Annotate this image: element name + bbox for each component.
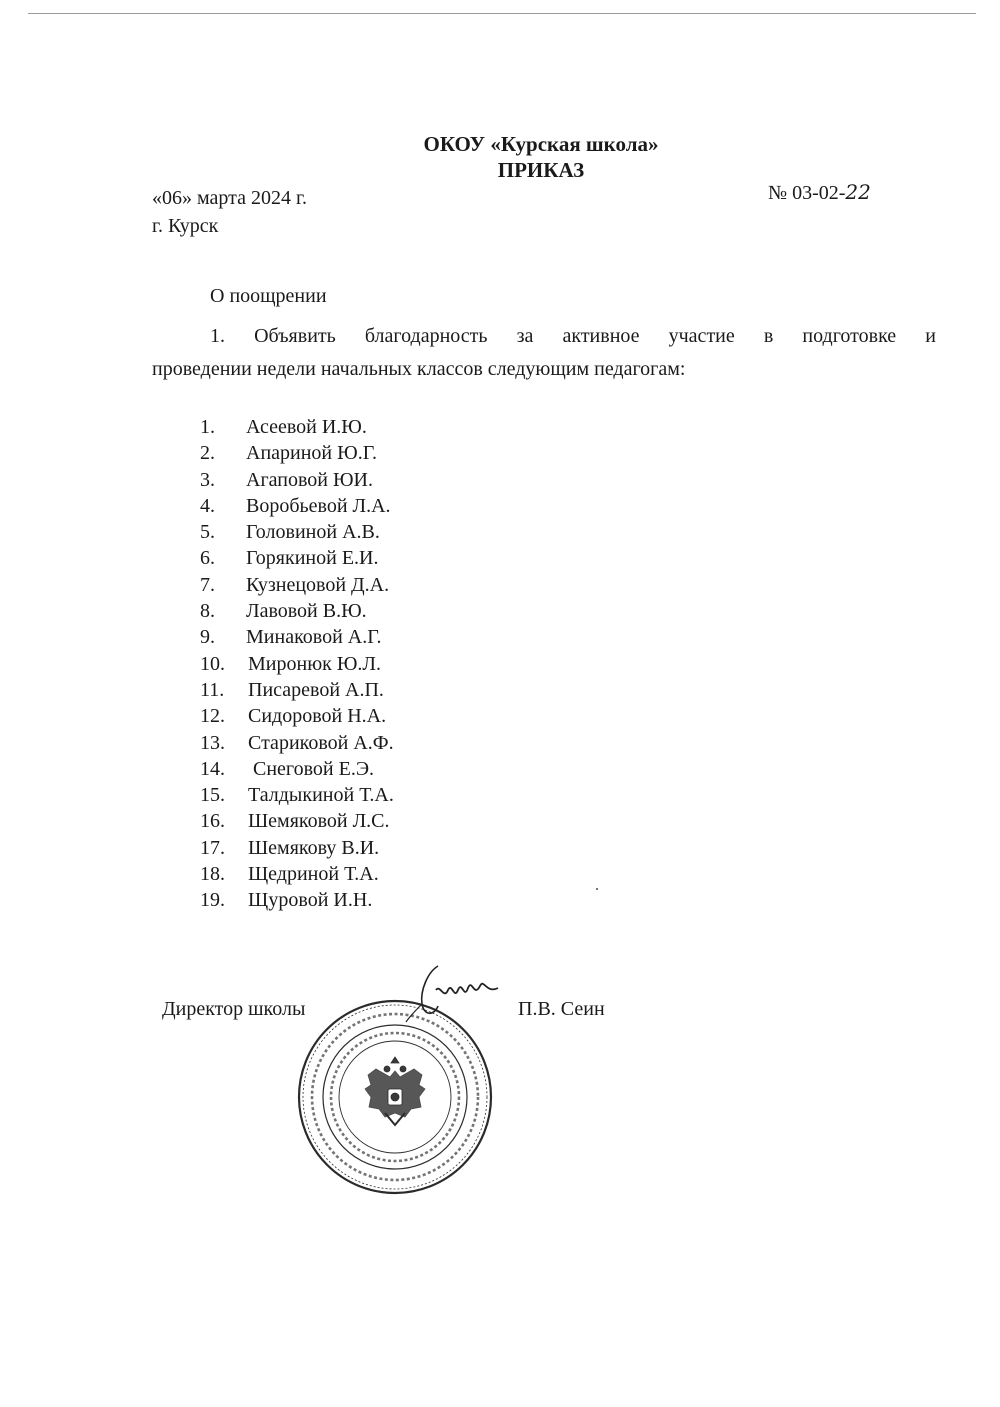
teacher-number: 18. (200, 863, 225, 886)
teacher-number: 11. (200, 678, 225, 701)
teacher-name: Писаревой А.П. (248, 678, 384, 701)
paragraph-1-line-2: проведении недели начальных классов следующим педагогам: (152, 358, 686, 380)
director-name: П.В. Сеин (518, 998, 605, 1020)
teacher-list (200, 414, 394, 914)
teacher-name: Асеевой И.Ю. (246, 416, 367, 438)
teacher-number: 10. (200, 652, 225, 675)
teacher-list-item (200, 677, 394, 703)
teacher-name: Щуровой И.Н. (248, 889, 373, 912)
teacher-list-item (200, 861, 394, 887)
teacher-name: Миронюк Ю.Л. (248, 652, 381, 675)
teacher-list-item (200, 730, 394, 756)
teacher-number: 14. (200, 757, 225, 780)
teacher-name: Талдыкиной Т.А. (248, 784, 394, 807)
organization-title: ОКОУ «Курская школа» (423, 132, 659, 156)
teacher-name: Лавовой В.Ю. (246, 600, 367, 623)
teacher-name: Снеговой Е.Э. (248, 757, 375, 780)
teacher-number: 1. (200, 416, 215, 438)
teacher-list-item (200, 572, 394, 598)
teacher-number: 3. (200, 468, 215, 491)
document-type: ПРИКАЗ (497, 158, 585, 182)
teacher-number: 7. (200, 573, 215, 596)
order-date: «06» марта 2024 г. (152, 187, 307, 209)
teacher-name: Минаковой А.Г. (246, 626, 382, 649)
city: г. Курск (152, 215, 219, 237)
para-word: подготовке (802, 325, 897, 347)
order-number-handwritten: 22 (845, 180, 871, 204)
paragraph-1-line-1 (210, 324, 936, 348)
teacher-name: Воробьевой Л.А. (246, 494, 391, 517)
teacher-list-item (200, 703, 394, 729)
para-word: 1. (210, 325, 225, 347)
teacher-name: Кузнецовой Д.А. (246, 573, 390, 596)
teacher-list-item (200, 519, 394, 545)
para-word: активное (562, 325, 640, 347)
teacher-list-item (200, 887, 394, 913)
teacher-list-item (200, 624, 394, 650)
teacher-name: Стариковой А.Ф. (248, 731, 394, 754)
teacher-name: Шемякову В.И. (248, 836, 380, 859)
director-label: Директор школы (162, 998, 306, 1020)
para-word: благодарность (364, 325, 488, 347)
teacher-list-item (200, 414, 394, 440)
teacher-number: 6. (200, 547, 215, 570)
teacher-name: Сидоровой Н.А. (248, 705, 387, 728)
teacher-number: 4. (200, 494, 215, 517)
teacher-number: 9. (200, 626, 215, 649)
teacher-list-item (200, 545, 394, 571)
teacher-number: 13. (200, 731, 225, 754)
teacher-list-item (200, 493, 394, 519)
teacher-number: 12. (200, 705, 225, 728)
teacher-number: 2. (200, 442, 215, 465)
teacher-list-item (200, 756, 394, 782)
teacher-name: Агаповой ЮИ. (246, 468, 373, 491)
teacher-list-item (200, 651, 394, 677)
teacher-name: Головиной А.В. (246, 521, 380, 544)
teacher-name: Апариной Ю.Г. (246, 442, 377, 465)
scan-edge-line (28, 13, 976, 14)
scan-speck (596, 888, 598, 890)
eagle-emblem-icon (365, 1057, 425, 1125)
order-number (768, 180, 871, 205)
para-word: за (516, 325, 534, 347)
teacher-list-item (200, 598, 394, 624)
teacher-list-item (200, 808, 394, 834)
para-word: Объявить (254, 325, 336, 347)
para-word: участие (668, 325, 735, 347)
teacher-name: Горякиной Е.И. (246, 547, 379, 570)
official-stamp (295, 997, 495, 1197)
teacher-number: 17. (200, 836, 225, 859)
para-word: в (763, 325, 774, 347)
teacher-number: 15. (200, 784, 225, 807)
teacher-name: Шемяковой Л.С. (248, 810, 390, 833)
teacher-list-item (200, 467, 394, 493)
para-word: и (925, 325, 936, 347)
director-signature (398, 960, 508, 1024)
order-subject: О поощрении (210, 285, 327, 307)
teacher-number: 19. (200, 889, 225, 912)
teacher-name: Щедриной Т.А. (248, 863, 379, 886)
teacher-list-item (200, 782, 394, 808)
teacher-list-item (200, 835, 394, 861)
teacher-number: 8. (200, 600, 215, 623)
teacher-number: 16. (200, 810, 225, 833)
teacher-number: 5. (200, 521, 215, 544)
order-number-prefix: № 03-02- (768, 182, 846, 204)
teacher-list-item (200, 440, 394, 466)
